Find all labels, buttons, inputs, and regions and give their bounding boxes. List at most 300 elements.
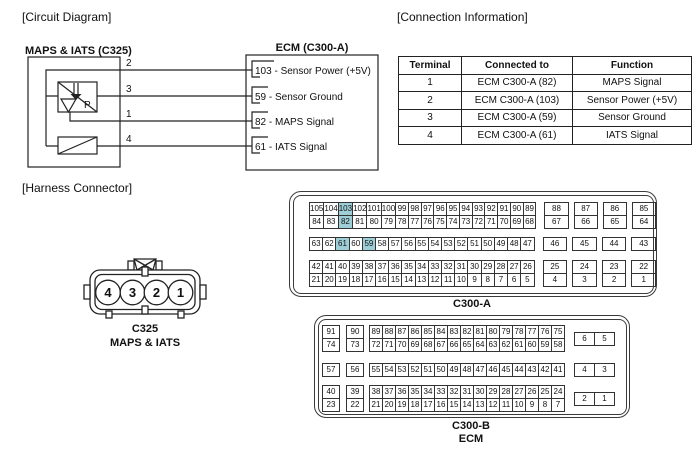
pin-cell: 5 xyxy=(595,332,615,345)
pin-cell: 2 xyxy=(602,274,626,287)
pin-cell: 41 xyxy=(323,261,336,274)
harness-connector-name: C325 xyxy=(131,323,159,335)
pin-cell: 27 xyxy=(513,386,526,399)
pin-cell: 48 xyxy=(461,364,474,377)
table-body xyxy=(399,74,692,144)
column-header-terminal: Terminal xyxy=(399,57,462,75)
pin-cell: 45 xyxy=(500,364,513,377)
pin-cell: 7 xyxy=(494,274,507,287)
pin-cell: 79 xyxy=(381,216,395,229)
pin-cell: 82 xyxy=(461,326,474,339)
pin-cell: 89 xyxy=(370,326,383,339)
pin-cell: 13 xyxy=(415,274,428,287)
pin-cell: 85 xyxy=(422,326,435,339)
pin-table xyxy=(544,202,568,229)
pin-cell: 8 xyxy=(481,274,494,287)
pin-cell: 44 xyxy=(602,238,626,251)
pin-cell: 67 xyxy=(545,216,568,229)
pin-cell: 96 xyxy=(434,203,447,216)
pin-cell: 101 xyxy=(367,203,381,216)
pin-cell: 11 xyxy=(442,274,455,287)
pin-cell: 9 xyxy=(468,274,481,287)
pin-cell: 27 xyxy=(508,261,521,274)
c300a-label: C300-A xyxy=(453,298,491,310)
pin-cell: 53 xyxy=(442,238,455,251)
pin-cell: 23 xyxy=(323,399,340,412)
pin-cell: 77 xyxy=(408,216,421,229)
pin-table xyxy=(346,385,364,412)
iats-thermistor-symbol xyxy=(58,137,97,154)
sensor-connector-title: MAPS & IATS (C325) xyxy=(25,45,132,57)
pin-cell: 94 xyxy=(459,203,472,216)
table-cell: 2 xyxy=(399,92,462,110)
pin-cell: 64 xyxy=(632,216,655,229)
pin-cell: 22 xyxy=(347,399,364,412)
pin-cell: 30 xyxy=(468,261,481,274)
pin-cell: 8 xyxy=(539,399,552,412)
pin-cell: 28 xyxy=(494,261,507,274)
pin-cell: 12 xyxy=(487,399,500,412)
pin-table xyxy=(574,392,615,406)
pin-cell: 49 xyxy=(448,364,461,377)
pin-cell: 40 xyxy=(323,386,340,399)
pin-table xyxy=(572,260,597,287)
pin-cell: 18 xyxy=(409,399,422,412)
pin-cell: 61 xyxy=(513,339,526,352)
pin-cell: 49 xyxy=(494,238,507,251)
pin-cell: 26 xyxy=(526,386,539,399)
pin-cell: 12 xyxy=(428,274,441,287)
pin-cell: 70 xyxy=(498,216,511,229)
pin-cell: 30 xyxy=(474,386,487,399)
pin-cell: 24 xyxy=(552,386,565,399)
pin-cell: 31 xyxy=(455,261,468,274)
pin-cell: 46 xyxy=(487,364,500,377)
pin-cell: 14 xyxy=(402,274,415,287)
pin-cell: 69 xyxy=(409,339,422,352)
circuit-diagram-drawing xyxy=(0,0,400,180)
pin-cell: 70 xyxy=(396,339,409,352)
pin-cell: 74 xyxy=(323,339,340,352)
pin-cell: 46 xyxy=(543,238,567,251)
pin-cell: 3 xyxy=(595,364,615,377)
top-post xyxy=(128,261,134,270)
pin-cell: 4 xyxy=(575,364,595,377)
pin-grid-side xyxy=(543,237,656,251)
pin-cell: 91 xyxy=(498,203,511,216)
pin-cell: 21 xyxy=(310,274,323,287)
pin-cell: 6 xyxy=(575,332,595,345)
table-cell: IATS Signal xyxy=(573,127,692,145)
pin-cell: 56 xyxy=(402,238,415,251)
pin-grid-group xyxy=(309,237,656,251)
pin-table xyxy=(603,202,627,229)
pin-cell: 43 xyxy=(632,238,656,251)
pin-cell: 103 xyxy=(338,203,352,216)
pin-cell: 75 xyxy=(434,216,447,229)
ecm-connector-title: ECM (C300-A) xyxy=(275,42,349,54)
pin-cell: 76 xyxy=(421,216,434,229)
pin-table xyxy=(346,325,364,352)
pin-grid-main xyxy=(309,260,535,287)
sensor-pin-number: 3 xyxy=(126,84,132,95)
pin-cell: 81 xyxy=(353,216,367,229)
pin-cell: 6 xyxy=(508,274,521,287)
pin-number: 1 xyxy=(176,285,185,300)
pin-grid-group xyxy=(322,325,615,352)
pin-cell: 28 xyxy=(500,386,513,399)
sensor-pin-number: 1 xyxy=(126,109,132,120)
pin-cell: 62 xyxy=(323,238,336,251)
pin-cell: 29 xyxy=(487,386,500,399)
c300b-connector xyxy=(314,315,630,418)
pin-cell: 21 xyxy=(370,399,383,412)
pin-cell: 77 xyxy=(526,326,539,339)
pin-cell: 105 xyxy=(310,203,324,216)
pin-cell: 25 xyxy=(543,261,567,274)
pin-cell: 60 xyxy=(526,339,539,352)
wire-maps-signal xyxy=(70,112,252,121)
pin-cell: 91 xyxy=(323,326,340,339)
pin-cell: 37 xyxy=(383,386,396,399)
pin-cell: 86 xyxy=(603,203,626,216)
pin-cell: 39 xyxy=(349,261,362,274)
pin-table xyxy=(602,237,627,251)
pin-cell: 50 xyxy=(481,238,494,251)
pin-cell: 17 xyxy=(362,274,375,287)
pin-cell: 19 xyxy=(336,274,349,287)
side-tab xyxy=(84,285,90,299)
pin-cell: 33 xyxy=(428,261,441,274)
pin-grid-main xyxy=(369,363,565,377)
keying-tab xyxy=(142,306,148,314)
pin-grid-side xyxy=(544,202,656,229)
table-row xyxy=(399,109,692,127)
pin-cell: 7 xyxy=(552,399,565,412)
pin-table xyxy=(572,237,597,251)
maps-sensor-symbol xyxy=(58,82,97,112)
pin-cell: 3 xyxy=(573,274,597,287)
pin-cell: 85 xyxy=(632,203,655,216)
table-cell: ECM C300-A (59) xyxy=(462,109,573,127)
pin-number: 3 xyxy=(128,285,137,300)
pin-cell: 32 xyxy=(442,261,455,274)
table-cell: ECM C300-A (103) xyxy=(462,92,573,110)
c300a-connector xyxy=(289,191,657,297)
pin-cell: 15 xyxy=(448,399,461,412)
pin-cell: 47 xyxy=(521,238,534,251)
pin-cell: 54 xyxy=(383,364,396,377)
pin-cell: 33 xyxy=(435,386,448,399)
pin-table xyxy=(369,363,565,377)
pin-table xyxy=(602,260,627,287)
pin-cell: 22 xyxy=(632,261,656,274)
table-cell: Sensor Ground xyxy=(573,109,692,127)
pin-cell: 36 xyxy=(389,261,402,274)
pin-cell: 38 xyxy=(362,261,375,274)
pin-cell: 69 xyxy=(510,216,523,229)
pin-cell: 56 xyxy=(347,364,364,377)
pin-cell: 24 xyxy=(573,261,597,274)
pin-cell: 5 xyxy=(521,274,534,287)
pin-grid-group xyxy=(322,363,615,377)
pin-cell: 18 xyxy=(349,274,362,287)
c300b-sublabel: ECM xyxy=(458,433,484,445)
pin-cell: 60 xyxy=(349,238,362,251)
table-cell: ECM C300-A (61) xyxy=(462,127,573,145)
pin-cell: 50 xyxy=(435,364,448,377)
pin-cell: 36 xyxy=(396,386,409,399)
pin-cell: 35 xyxy=(409,386,422,399)
pin-cell: 76 xyxy=(539,326,552,339)
pin-cell: 74 xyxy=(447,216,460,229)
pin-cell: 87 xyxy=(574,203,597,216)
pin-cell: 57 xyxy=(323,364,340,377)
pin-cell: 79 xyxy=(500,326,513,339)
pin-cell: 98 xyxy=(408,203,421,216)
pin-cell: 11 xyxy=(500,399,513,412)
column-header-function: Function xyxy=(573,57,692,75)
pin-cell: 29 xyxy=(481,261,494,274)
pin-table xyxy=(369,325,565,352)
pin-cell: 47 xyxy=(474,364,487,377)
pin-grid-side xyxy=(574,332,615,346)
top-post xyxy=(156,261,162,270)
pin-cell: 63 xyxy=(487,339,500,352)
pin-cell: 66 xyxy=(574,216,597,229)
table-cell: 1 xyxy=(399,74,462,92)
table-cell: ECM C300-A (82) xyxy=(462,74,573,92)
ecm-pin-label: 59 - Sensor Ground xyxy=(255,92,343,103)
pin-cell: 100 xyxy=(381,203,395,216)
pin-table xyxy=(543,237,568,251)
ecm-pin-label: 61 - IATS Signal xyxy=(255,142,328,153)
pin-grid-side xyxy=(574,392,615,406)
pin-cell: 93 xyxy=(472,203,485,216)
pin-cell: 19 xyxy=(396,399,409,412)
sensor-pin-number: 4 xyxy=(126,134,132,145)
pressure-symbol-letter: P xyxy=(84,100,91,111)
table-header-row xyxy=(399,57,692,75)
ecm-pin-label: 82 - MAPS Signal xyxy=(255,117,334,128)
pin-cell: 104 xyxy=(324,203,338,216)
pin-grid-group xyxy=(309,260,656,287)
pin-cell: 1 xyxy=(632,274,656,287)
pin-cell: 71 xyxy=(383,339,396,352)
pin-cell: 63 xyxy=(310,238,323,251)
pin-cell: 20 xyxy=(323,274,336,287)
pin-cell: 17 xyxy=(422,399,435,412)
pin-cell: 84 xyxy=(310,216,324,229)
table-cell: 4 xyxy=(399,127,462,145)
pin-table xyxy=(631,260,656,287)
harness-connector-drawing xyxy=(75,248,215,353)
circuit-diagram-heading: [Circuit Diagram] xyxy=(22,10,112,24)
pin-cell: 78 xyxy=(513,326,526,339)
pin-grid-group xyxy=(322,385,615,412)
pin-cell: 43 xyxy=(526,364,539,377)
pin-cell: 99 xyxy=(396,203,409,216)
pin-cell: 55 xyxy=(415,238,428,251)
pin-cell: 52 xyxy=(409,364,422,377)
column-header-connected-to: Connected to xyxy=(462,57,573,75)
pin-cell: 48 xyxy=(508,238,521,251)
pin-cell: 58 xyxy=(552,339,565,352)
pin-grid-main xyxy=(369,325,565,352)
pin-cell: 37 xyxy=(376,261,389,274)
pin-cell: 2 xyxy=(575,392,595,405)
pin-number: 4 xyxy=(104,285,112,300)
table-cell: MAPS Signal xyxy=(573,74,692,92)
pin-cell: 14 xyxy=(461,399,474,412)
pin-cell: 89 xyxy=(523,203,536,216)
pin-cell: 65 xyxy=(603,216,626,229)
c300b-label: C300-B xyxy=(452,420,490,432)
pin-cell: 97 xyxy=(421,203,434,216)
pin-cell: 9 xyxy=(526,399,539,412)
pin-cell: 72 xyxy=(370,339,383,352)
pin-cell: 55 xyxy=(370,364,383,377)
table-row xyxy=(399,127,692,145)
pin-grid-left xyxy=(322,325,364,352)
pin-cell: 81 xyxy=(474,326,487,339)
pin-cell: 73 xyxy=(347,339,364,352)
pin-grid-side xyxy=(543,260,656,287)
harness-connector-heading: [Harness Connector] xyxy=(22,181,133,195)
table-row xyxy=(399,74,692,92)
pin-cell: 95 xyxy=(447,203,460,216)
pin-cell: 10 xyxy=(513,399,526,412)
pin-cell: 34 xyxy=(422,386,435,399)
pin-cell: 10 xyxy=(455,274,468,287)
pin-grid-group xyxy=(309,202,656,229)
pin-cell: 25 xyxy=(539,386,552,399)
pin-grid-main xyxy=(369,385,565,412)
pin-table xyxy=(574,332,615,346)
pin-table xyxy=(309,202,536,229)
pin-cell: 84 xyxy=(435,326,448,339)
pin-cell: 80 xyxy=(487,326,500,339)
pin-cell: 80 xyxy=(367,216,381,229)
pin-cell: 71 xyxy=(485,216,498,229)
keying-tab xyxy=(142,267,148,276)
pin-table xyxy=(369,385,565,412)
pin-cell: 78 xyxy=(396,216,409,229)
pin-grid-left xyxy=(322,385,364,412)
pin-cell: 59 xyxy=(362,238,375,251)
pin-cell: 4 xyxy=(543,274,567,287)
pin-cell: 44 xyxy=(513,364,526,377)
pin-table xyxy=(574,202,598,229)
pin-cell: 86 xyxy=(409,326,422,339)
pin-cell: 83 xyxy=(448,326,461,339)
pin-grid-main xyxy=(309,202,536,229)
pin-cell: 16 xyxy=(435,399,448,412)
pin-cell: 40 xyxy=(336,261,349,274)
sensor-pin-number: 2 xyxy=(126,58,132,69)
pin-cell: 38 xyxy=(370,386,383,399)
pin-cell: 90 xyxy=(347,326,364,339)
pin-cell: 68 xyxy=(523,216,536,229)
pin-table xyxy=(309,237,535,251)
pin-cell: 15 xyxy=(389,274,402,287)
pin-table xyxy=(322,325,340,352)
pin-cell: 34 xyxy=(415,261,428,274)
pin-table xyxy=(346,363,364,377)
pin-cell: 58 xyxy=(376,238,389,251)
connection-info-table xyxy=(398,56,692,145)
pin-cell: 61 xyxy=(336,238,349,251)
pin-cell: 65 xyxy=(461,339,474,352)
pin-grid-main xyxy=(309,237,535,251)
pin-cell: 68 xyxy=(422,339,435,352)
pin-cell: 51 xyxy=(468,238,481,251)
pin-cell: 13 xyxy=(474,399,487,412)
pin-cell: 39 xyxy=(347,386,364,399)
pin-cell: 66 xyxy=(448,339,461,352)
table-row xyxy=(399,92,692,110)
side-tab xyxy=(200,285,206,299)
pin-cell: 72 xyxy=(472,216,485,229)
pin-grid-side xyxy=(574,363,615,377)
pin-table xyxy=(632,202,656,229)
pin-cell: 75 xyxy=(552,326,565,339)
pin-cell: 87 xyxy=(396,326,409,339)
keying-tab xyxy=(178,311,184,318)
pin-cell: 32 xyxy=(448,386,461,399)
ecm-pin-label: 103 - Sensor Power (+5V) xyxy=(255,66,371,77)
pin-table xyxy=(322,363,340,377)
pin-cell: 51 xyxy=(422,364,435,377)
pin-table xyxy=(574,363,615,377)
connection-info-heading: [Connection Information] xyxy=(397,10,528,24)
pin-table xyxy=(543,260,568,287)
pin-cell: 83 xyxy=(324,216,338,229)
pin-grid-left xyxy=(322,363,364,377)
pin-cell: 42 xyxy=(539,364,552,377)
pin-table xyxy=(309,260,535,287)
pin-table xyxy=(631,237,656,251)
pin-cell: 90 xyxy=(510,203,523,216)
pin-cell: 88 xyxy=(545,203,568,216)
keying-tab xyxy=(106,311,112,318)
pin-cell: 52 xyxy=(455,238,468,251)
pin-cell: 54 xyxy=(428,238,441,251)
pin-cell: 82 xyxy=(338,216,352,229)
pin-cell: 59 xyxy=(539,339,552,352)
pin-cell: 41 xyxy=(552,364,565,377)
pin-cell: 26 xyxy=(521,261,534,274)
table-cell: 3 xyxy=(399,109,462,127)
pin-cell: 57 xyxy=(389,238,402,251)
table-cell: Sensor Power (+5V) xyxy=(573,92,692,110)
pin-cell: 92 xyxy=(485,203,498,216)
pin-cell: 1 xyxy=(595,392,615,405)
pin-cell: 45 xyxy=(573,238,597,251)
harness-connector-desc: MAPS & IATS xyxy=(109,337,181,349)
pin-number: 2 xyxy=(152,285,161,300)
pin-cell: 42 xyxy=(310,261,323,274)
pin-cell: 88 xyxy=(383,326,396,339)
pin-table xyxy=(322,385,340,412)
pin-cell: 20 xyxy=(383,399,396,412)
pin-cell: 67 xyxy=(435,339,448,352)
pin-cell: 31 xyxy=(461,386,474,399)
pin-cell: 53 xyxy=(396,364,409,377)
pin-cell: 64 xyxy=(474,339,487,352)
pin-cell: 23 xyxy=(602,261,626,274)
pin-cell: 62 xyxy=(500,339,513,352)
